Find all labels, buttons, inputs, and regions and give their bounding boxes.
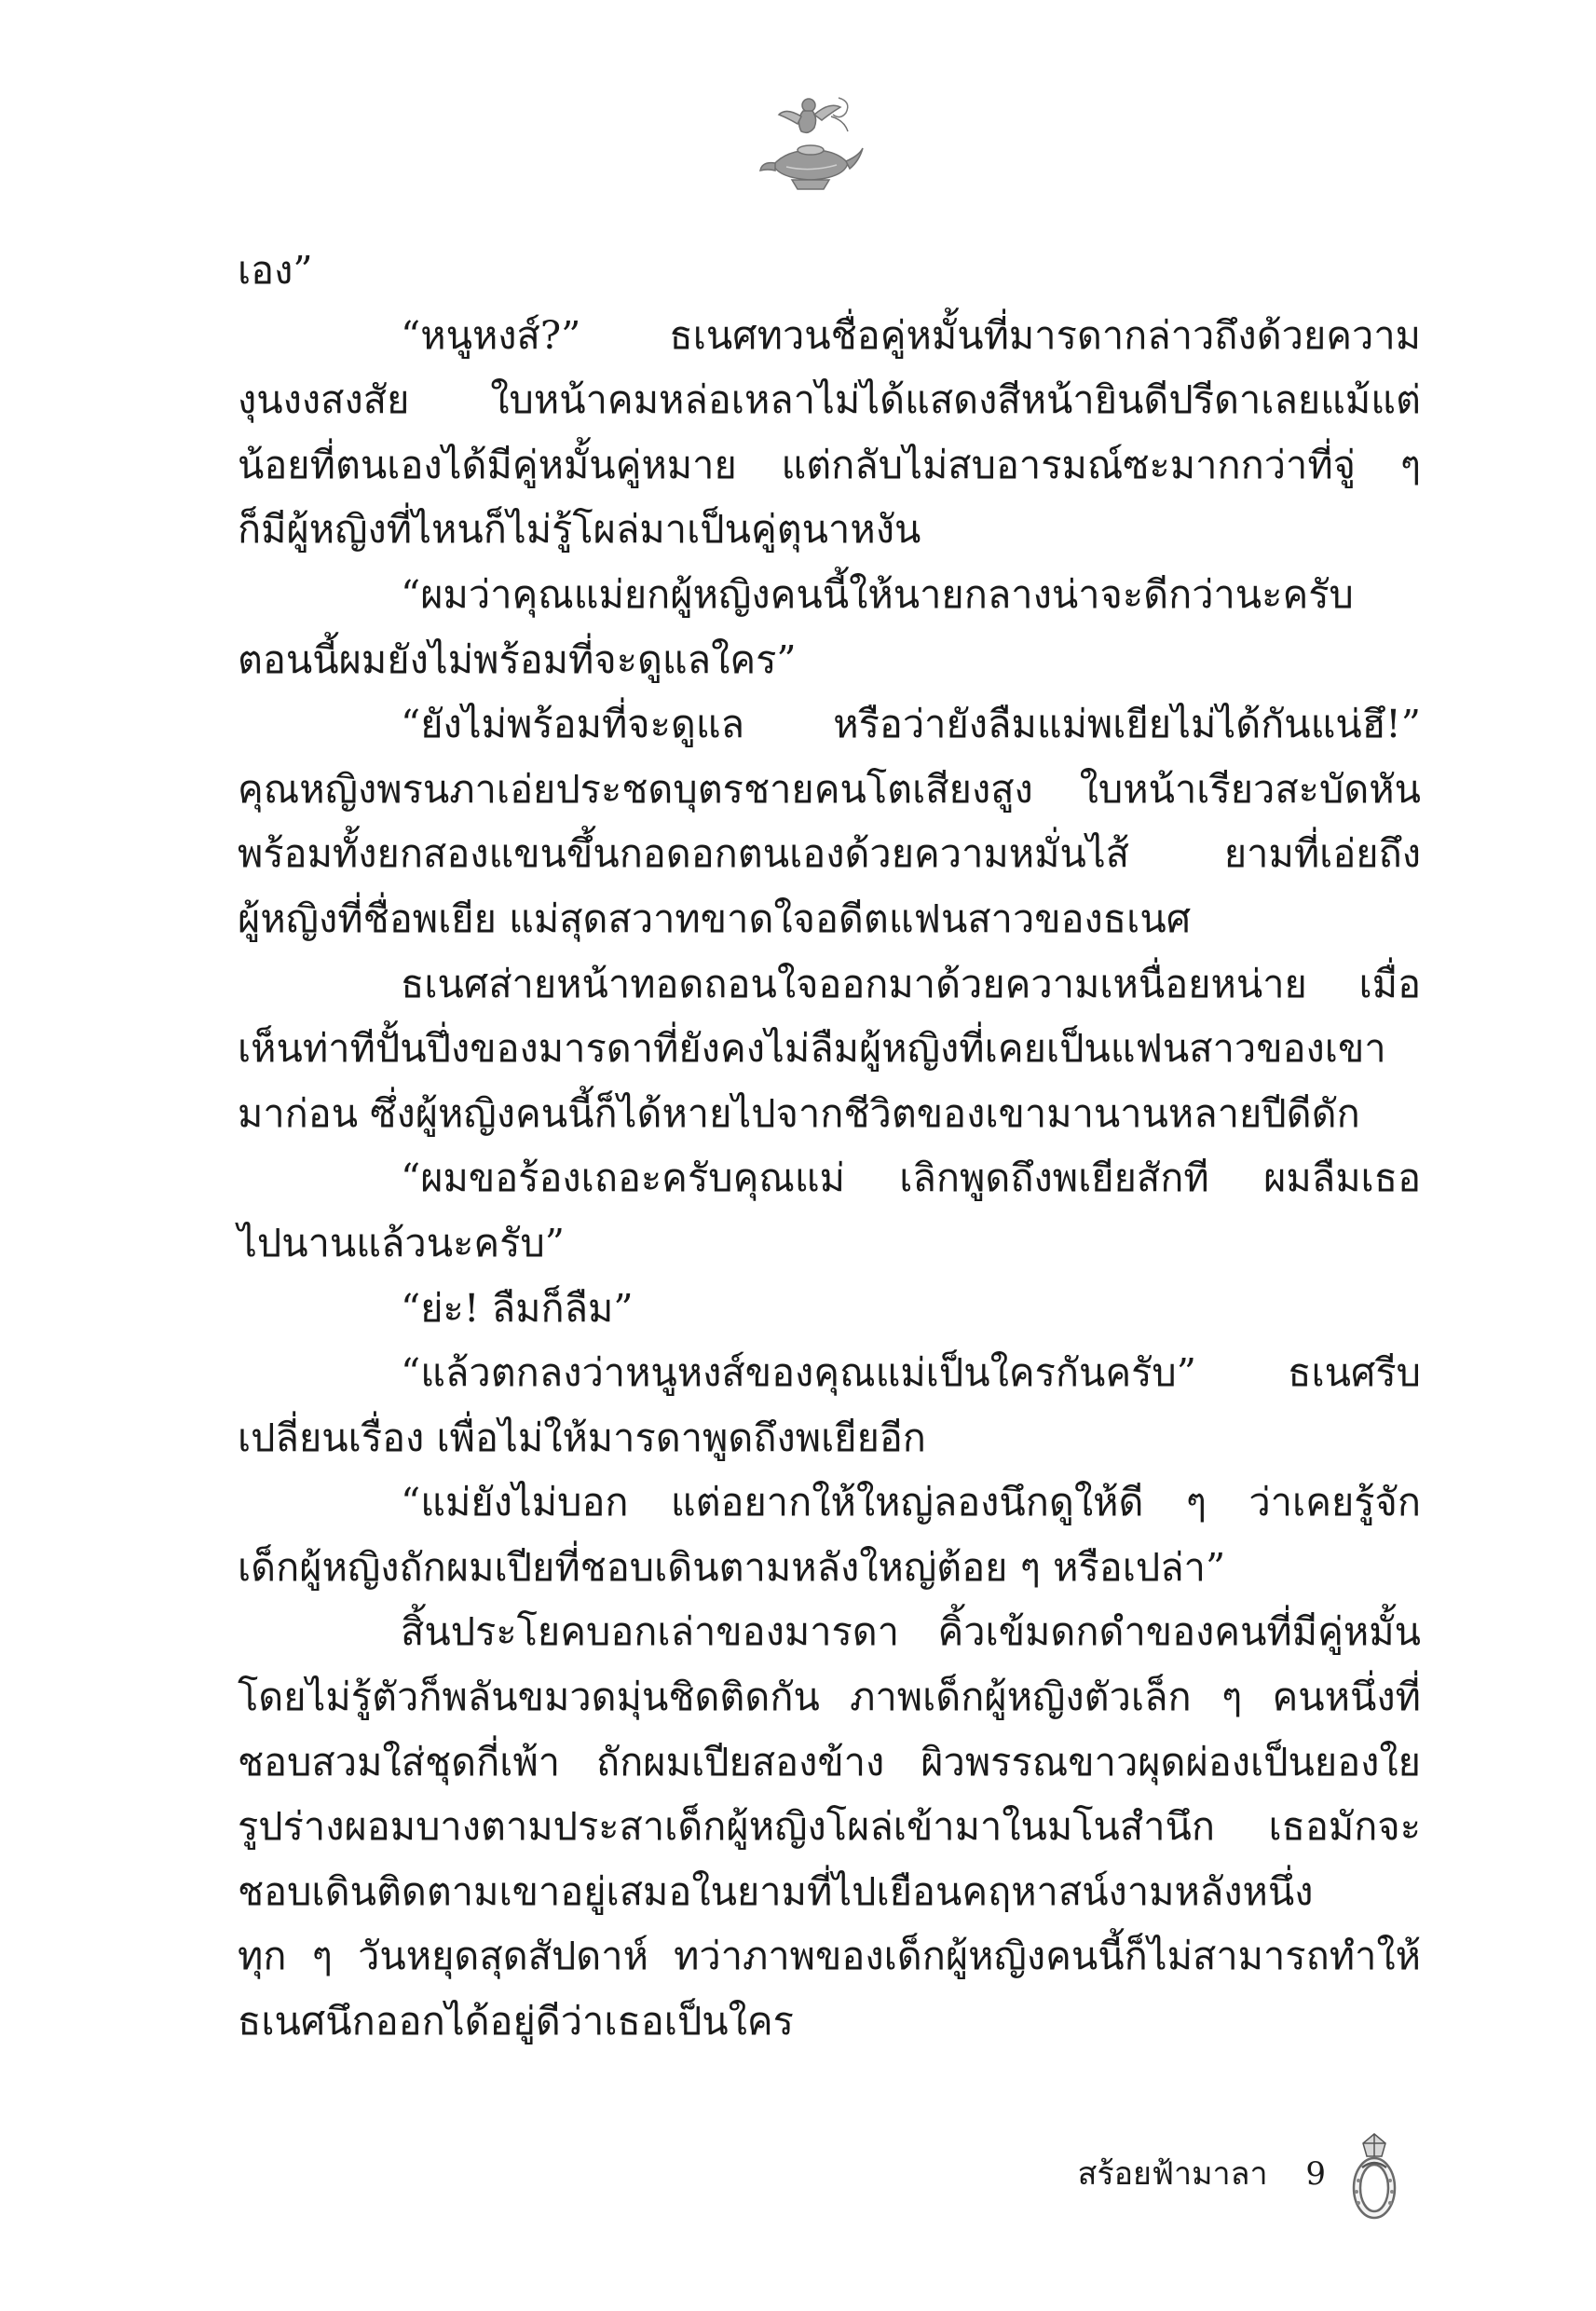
text-line: เปลี่ยนเรื่อง เพื่อไม่ให้มารดาพูดถึงพเยียอีก	[238, 1414, 926, 1460]
page-number: 9	[1305, 2155, 1326, 2193]
text-line: เอง”	[238, 247, 313, 293]
text-line: ผู้หญิงที่ชื่อพเยีย แม่สุดสวาทขาดใจอดีตแฟนสาวของธเนศ	[238, 895, 1192, 941]
text-line: ชอบเดินติดตามเขาอยู่เสมอในยามที่ไปเยือนคฤหาสน์งามหลังหนึ่ง	[238, 1867, 1314, 1914]
diamond-ring-icon	[1342, 2113, 1407, 2225]
text-line: “ยังไม่พร้อมที่จะดูแล หรือว่ายังลืมแม่พเยียไม่ได้กันแน่ฮึ!”	[401, 701, 1421, 747]
page-footer	[1078, 2151, 1326, 2197]
text-line: “แล้วตกลงว่าหนูหงส์ของคุณแม่เป็นใครกันครับ” ธเนศรีบ	[401, 1349, 1421, 1396]
text-line: น้อยที่ตนเองได้มีคู่หมั้นคู่หมาย แต่กลับไม่สบอารมณ์ซะมากกว่าที่จู่ ๆ	[238, 441, 1421, 487]
text-line: ธเนศนึกออกได้อยู่ดีว่าเธอเป็นใคร	[238, 1998, 794, 2044]
text-line: ไปนานแล้วนะครับ”	[238, 1219, 566, 1265]
cupid-teapot-ornament-icon	[755, 89, 866, 200]
text-line: “หนูหงส์?” ธเนศทวนชื่อคู่หมั้นที่มารดากล่าวถึงด้วยความ	[401, 311, 1421, 358]
text-line: มาก่อน ซึ่งผู้หญิงคนนี้ก็ได้หายไปจากชีวิตของเขามานานหลายปีดีดัก	[238, 1089, 1360, 1136]
text-line: คุณหญิงพรนภาเอ่ยประชดบุตรชายคนโตเสียงสูง ใบหน้าเรียวสะบัดหัน	[238, 765, 1421, 812]
text-line: ทุก ๆ วันหยุดสุดสัปดาห์ ทว่าภาพของเด็กผู้หญิงคนนี้ก็ไม่สามารถทำให้	[238, 1933, 1421, 1979]
text-line: รูปร่างผอมบางตามประสาเด็กผู้หญิงโผล่เข้ามาในมโนสำนึก เธอมักจะ	[238, 1803, 1421, 1850]
text-line: “แม่ยังไม่บอก แต่อยากให้ใหญ่ลองนึกดูให้ดี ๆ ว่าเคยรู้จัก	[401, 1479, 1421, 1525]
text-line: พร้อมทั้งยกสองแขนขึ้นกอดอกตนเองด้วยความหมั่นไส้ ยามที่เอ่ยถึง	[238, 830, 1421, 877]
text-line: ก็มีผู้หญิงที่ไหนก็ไม่รู้โผล่มาเป็นคู่ตุนาหงัน	[238, 506, 921, 553]
text-line: ตอนนี้ผมยังไม่พร้อมที่จะดูแลใคร”	[238, 636, 797, 682]
text-line: “ผมว่าคุณแม่ยกผู้หญิงคนนี้ให้นายกลางน่าจะดีกว่านะครับ	[401, 570, 1354, 617]
text-line: “ย่ะ! ลืมก็ลืม”	[401, 1284, 634, 1331]
text-line: งุนงงสงสัย ใบหน้าคมหล่อเหลาไม่ได้แสดงสีหน้ายินดีปรีดาเลยแม้แต่	[238, 376, 1421, 423]
text-line: “ผมขอร้องเถอะครับคุณแม่ เลิกพูดถึงพเยียสักที ผมลืมเธอ	[401, 1155, 1421, 1201]
text-line: ชอบสวมใส่ชุดกี่เพ้า ถักผมเปียสองข้าง ผิวพรรณขาวผุดผ่องเป็นยองใย	[238, 1738, 1421, 1785]
text-line: เห็นท่าทีปั้นปึ่งของมารดาที่ยังคงไม่ลืมผู้หญิงที่เคยเป็นแฟนสาวของเขา	[238, 1025, 1386, 1072]
text-line: โดยไม่รู้ตัวก็พลันขมวดมุ่นชิดติดกัน ภาพเด็กผู้หญิงตัวเล็ก ๆ คนหนึ่งที่	[238, 1674, 1421, 1720]
text-line: เด็กผู้หญิงถักผมเปียที่ชอบเดินตามหลังใหญ่ต้อย ๆ หรือเปล่า”	[238, 1543, 1226, 1590]
text-line: สิ้นประโยคบอกเล่าของมารดา คิ้วเข้มดกดำของคนที่มีคู่หมั้น	[401, 1608, 1421, 1655]
story-text	[238, 238, 1421, 2054]
book-title: สร้อยฟ้ามาลา	[1077, 2155, 1268, 2193]
text-line: ธเนศส่ายหน้าทอดถอนใจออกมาด้วยความเหนื่อยหน่าย เมื่อ	[401, 960, 1421, 1006]
